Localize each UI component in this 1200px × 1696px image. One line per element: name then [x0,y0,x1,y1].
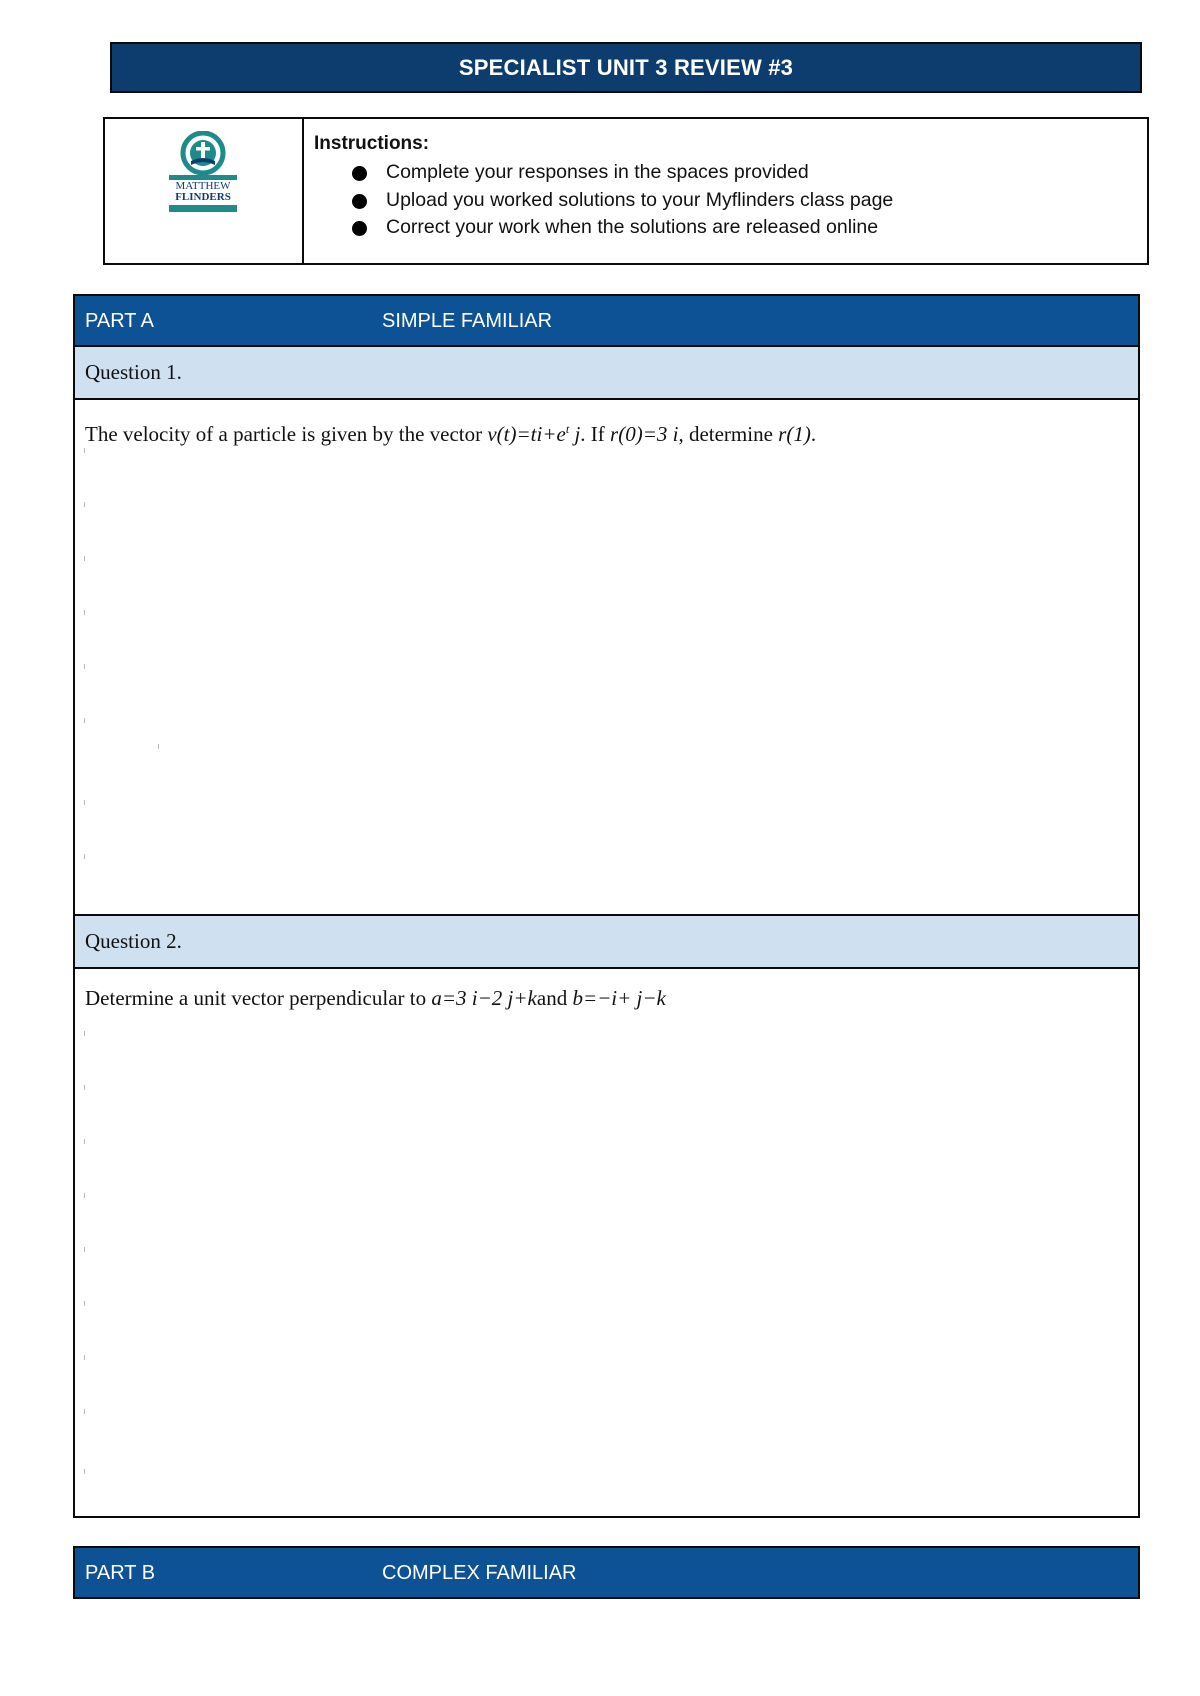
empty-paragraph-mark [84,1193,85,1198]
question-1-body [75,400,1138,447]
q1-math-j: j [569,422,581,446]
instruction-item [352,159,1147,187]
empty-paragraph-mark [84,556,85,561]
empty-paragraph-mark [84,502,85,507]
instruction-item [352,214,1147,242]
empty-paragraph-mark [84,1247,85,1252]
part-a-bar [73,294,1140,347]
empty-paragraph-mark [84,718,85,723]
part-b-label: PART B [85,1562,156,1584]
empty-paragraph-mark [84,1085,85,1090]
empty-paragraph-mark [84,610,85,615]
question-2-heading: Question 2. [75,916,1138,969]
q1-text-4: . [810,422,817,446]
question-1-section [73,345,1140,916]
instruction-text: Upload you worked solutions to your Myflinders class page [386,188,894,211]
empty-paragraph-mark [158,744,159,749]
q1-text-1: The velocity of a particle is given by the vector [85,422,488,446]
q2-math-a: a=3 i−2 j+k [431,986,537,1010]
empty-paragraph-mark [84,448,85,453]
instruction-text: Correct your work when the solutions are released online [386,216,879,238]
q2-text-2: and [536,986,573,1010]
empty-paragraph-mark [84,1139,85,1144]
q1-math-target: r(1) [778,422,811,446]
instructions-box [103,117,1149,265]
instruction-item [352,187,1147,215]
page-title: SPECIALIST UNIT 3 REVIEW #3 [110,42,1142,93]
q2-math-b: b=−i+ j−k [572,986,666,1010]
question-2-section [73,914,1140,1518]
question-2-body [75,969,1138,1011]
empty-paragraph-mark [84,1409,85,1414]
school-logo [167,131,239,217]
empty-paragraph-mark [84,664,85,669]
part-a-label: PART A [85,310,154,332]
empty-paragraph-mark [84,800,85,805]
empty-paragraph-mark [84,1469,85,1474]
instructions-cell [304,119,1147,263]
q1-math-exponent: t [565,422,570,436]
q1-math-velocity: v(t)=ti+e [487,422,566,446]
bullet-icon [352,194,367,209]
empty-paragraph-mark [84,1301,85,1306]
part-a-title: SIMPLE FAMILIAR [382,310,553,332]
bullet-icon [352,166,367,181]
q1-text-2: . If [580,422,611,446]
question-1-heading: Question 1. [75,347,1138,400]
instruction-text: Complete your responses in the spaces provided [386,161,809,183]
part-b-bar [73,1546,1140,1599]
q2-text-1: Determine a unit vector perpendicular to [85,986,432,1010]
instructions-title: Instructions: [314,133,430,154]
empty-paragraph-mark [84,1355,85,1360]
instructions-list [314,159,1147,242]
part-b-title: COMPLEX FAMILIAR [382,1562,577,1584]
empty-paragraph-mark [84,854,85,859]
logo-cell [105,119,304,263]
bullet-icon [352,221,367,236]
logo-text-line2: FLINDERS [175,191,231,203]
logo-text-line1: MATTHEW [175,180,231,192]
q1-math-initial: r(0)=3 i [610,422,679,446]
q1-text-3: , determine [678,422,779,446]
empty-paragraph-mark [84,1031,85,1036]
